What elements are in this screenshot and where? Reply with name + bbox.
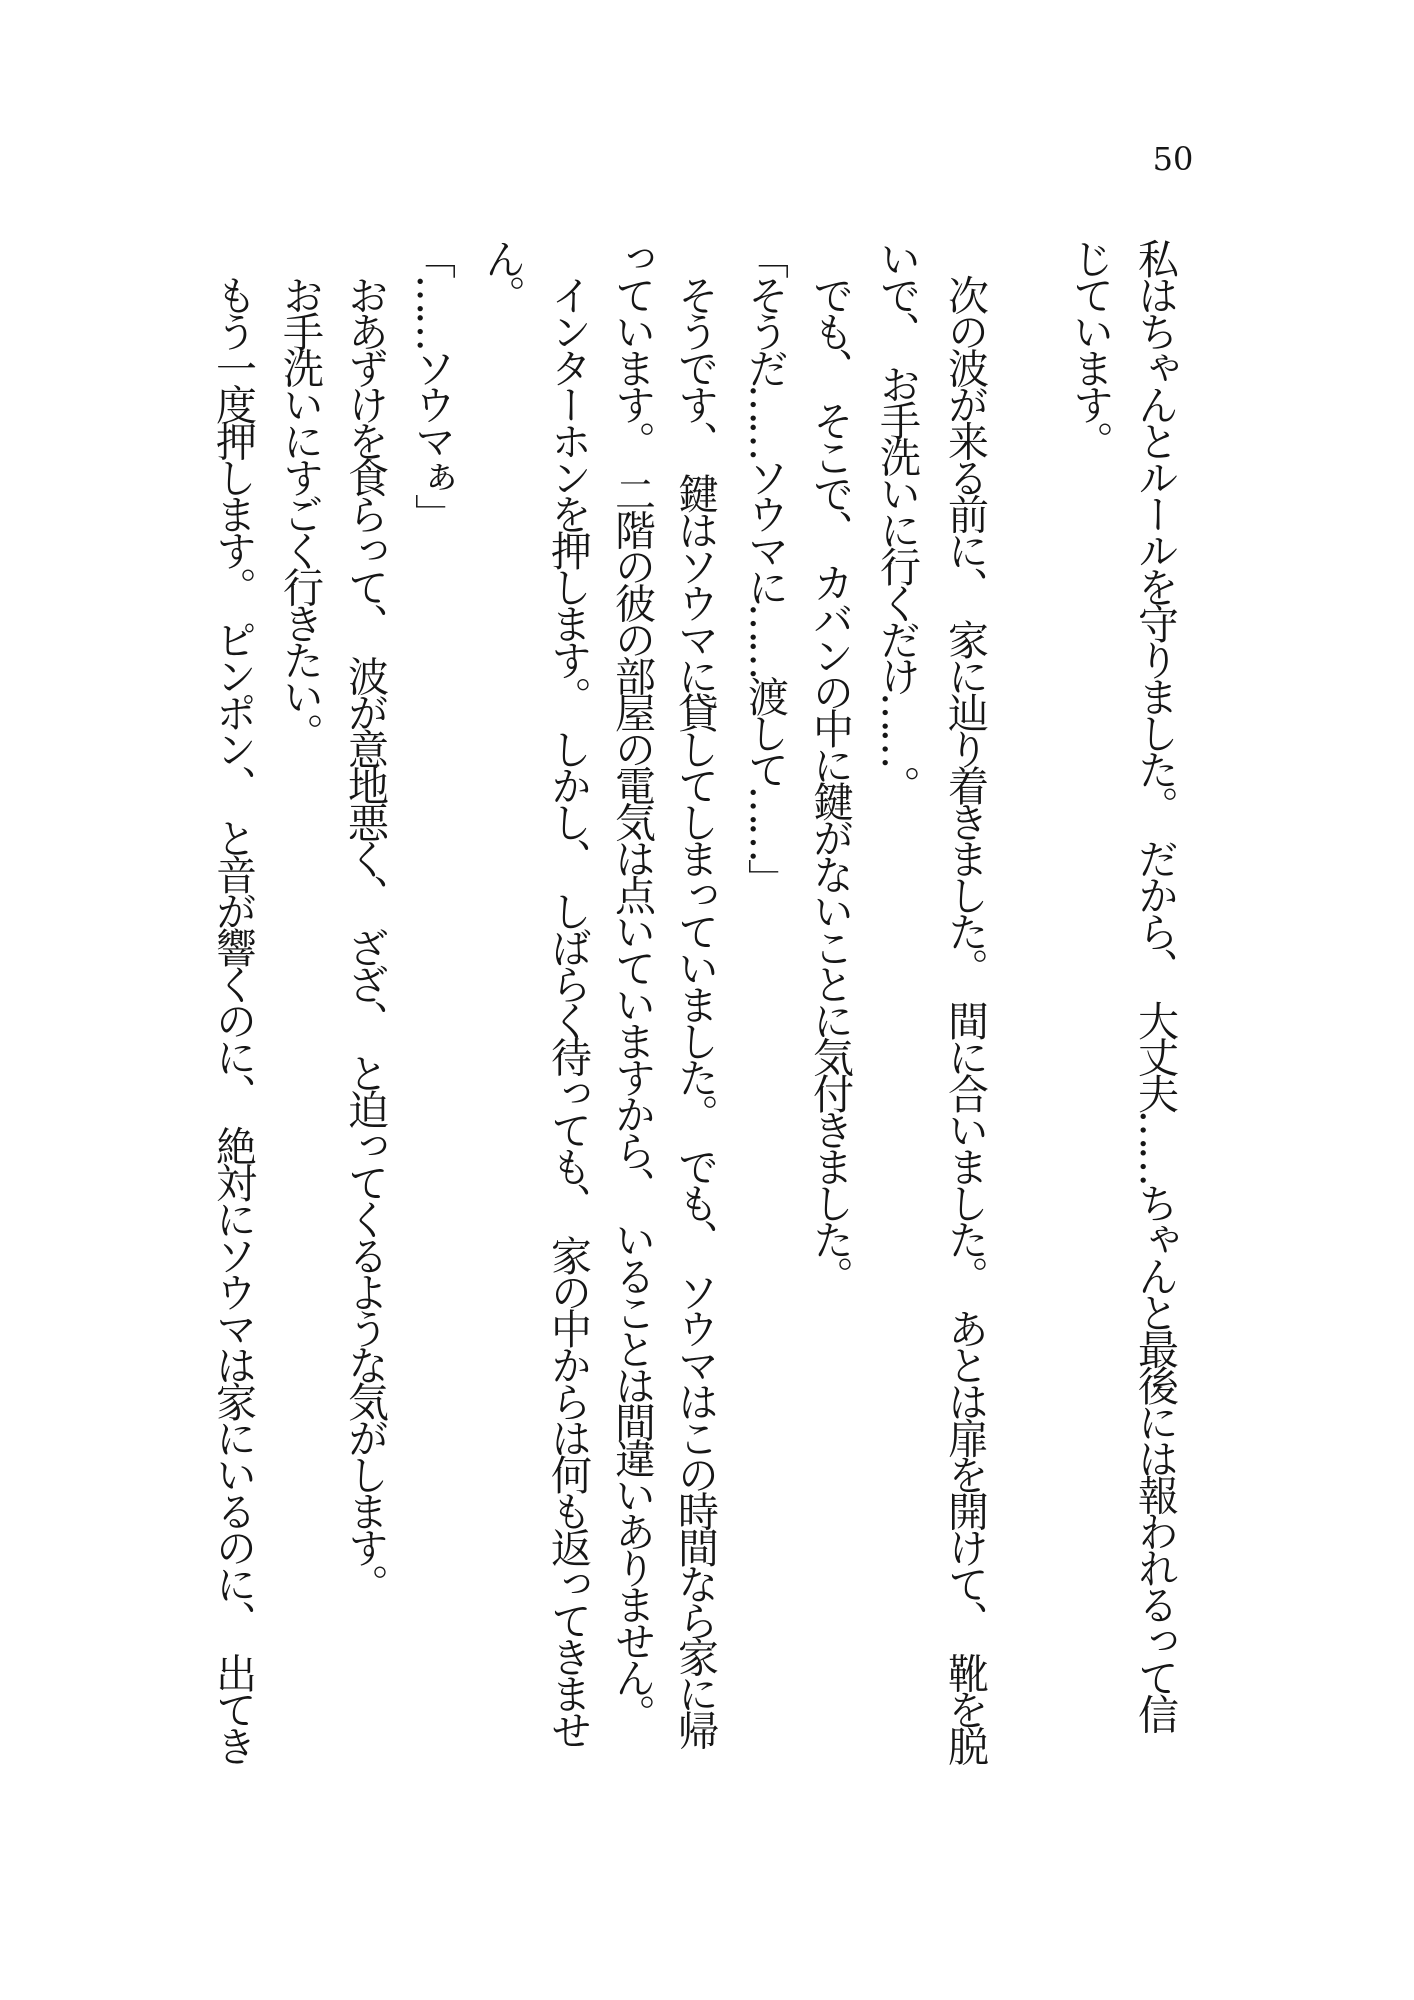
page-number: 50	[1152, 140, 1194, 178]
text-column-1: 私はちゃんとルールを守りました。 だから、 大丈夫……ちゃんと最後には報われるって信	[1131, 238, 1179, 1730]
text-column-6: 「そうだ……ソウマに……渡して……」	[741, 238, 789, 895]
text-column-10: ん。	[478, 238, 526, 311]
text-column-4: いで、 お手洗いに行くだけ……。	[873, 238, 921, 802]
text-column-5: でも、 そこで、 カバンの中に鍵がないことに気付きました。	[806, 238, 854, 1292]
text-column-12: おあずけを食らって、 波が意地悪く、 ざざ、 と迫ってくるような気がします。	[341, 238, 389, 1600]
text-column-7: そうです、 鍵はソウマに貸してしまっていました。 でも、 ソウマはこの時間なら家に帰	[671, 238, 719, 1746]
text-column-2: じています。	[1066, 238, 1114, 457]
text-column-11: 「……ソウマぁ」	[408, 238, 456, 530]
text-column-14: もう一度押します。 ピンポン、 と音が響くのに、 絶対にソウマは家にいるのに、 出てき	[209, 238, 257, 1762]
text-column-9: インターホンを押します。 しかし、 しばらく待っても、 家の中からは何も返ってきませ	[544, 238, 592, 1746]
text-column-3: 次の波が来る前に、 家に辿り着きました。 間に合いました。 あとは扉を開けて、 靴を脱	[941, 238, 989, 1762]
text-column-8: っています。 二階の彼の部屋の電気は点いていますから、 いることは間違いありません。	[608, 238, 656, 1730]
text-column-13: お手洗いにすごく行きたい。	[276, 238, 324, 749]
